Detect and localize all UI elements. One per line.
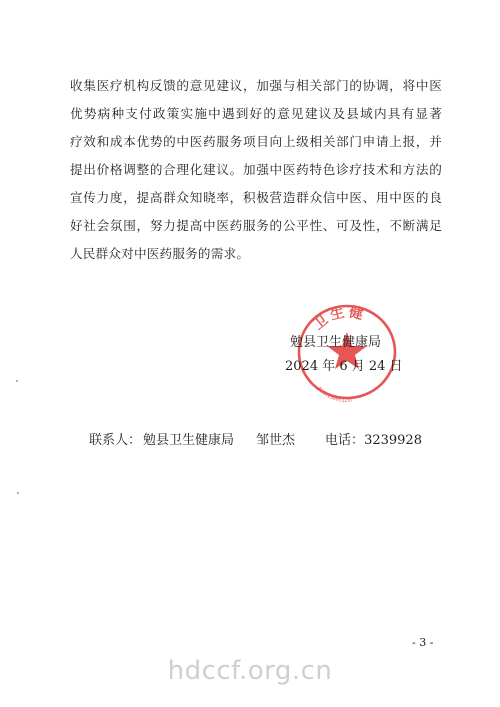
phone-label: 电话： bbox=[325, 433, 365, 448]
signature-organization: 勉县卫生健康局 bbox=[290, 335, 382, 350]
svg-text:卫生健: 卫生健 bbox=[310, 304, 368, 334]
contact-line bbox=[89, 429, 422, 448]
body-line: 人民群众对中医药服务的需求。 bbox=[70, 246, 250, 261]
body-line: 收集医疗机构反馈的意见建议，加强与相关部门的协调，将中医 bbox=[70, 78, 442, 93]
body-paragraph bbox=[70, 72, 442, 268]
contact-organization: 勉县卫生健康局 bbox=[143, 433, 235, 448]
contact-label: 联系人： bbox=[89, 433, 142, 448]
scan-speck bbox=[17, 492, 19, 494]
page-number: - 3 - bbox=[412, 636, 434, 649]
watermark: hdccf.org.cn bbox=[167, 656, 333, 686]
body-line: 宣传力度，提高群众知晓率，积极营造群众信中医、用中医的良 bbox=[70, 190, 442, 205]
scan-speck bbox=[16, 380, 18, 382]
phone-number: 3239928 bbox=[364, 433, 422, 448]
contact-person: 邹世杰 bbox=[256, 433, 296, 448]
official-seal bbox=[272, 292, 418, 410]
body-line: 提出价格调整的合理化建议。加强中医药特色诊疗技术和方法的 bbox=[70, 162, 442, 177]
body-line: 好社会氛围，努力提高中医药服务的公平性、可及性，不断满足 bbox=[70, 218, 442, 233]
body-line: 疗效和成本优势的中医药服务项目向上级相关部门申请上报，并 bbox=[70, 134, 442, 149]
signature-date: 2024 年 6 月 24 日 bbox=[285, 359, 403, 374]
body-line: 优势病种支付政策实施中遇到好的意见建议及县域内具有显著 bbox=[70, 106, 442, 121]
svg-text:6107250051237: 6107250051237 bbox=[316, 386, 354, 404]
